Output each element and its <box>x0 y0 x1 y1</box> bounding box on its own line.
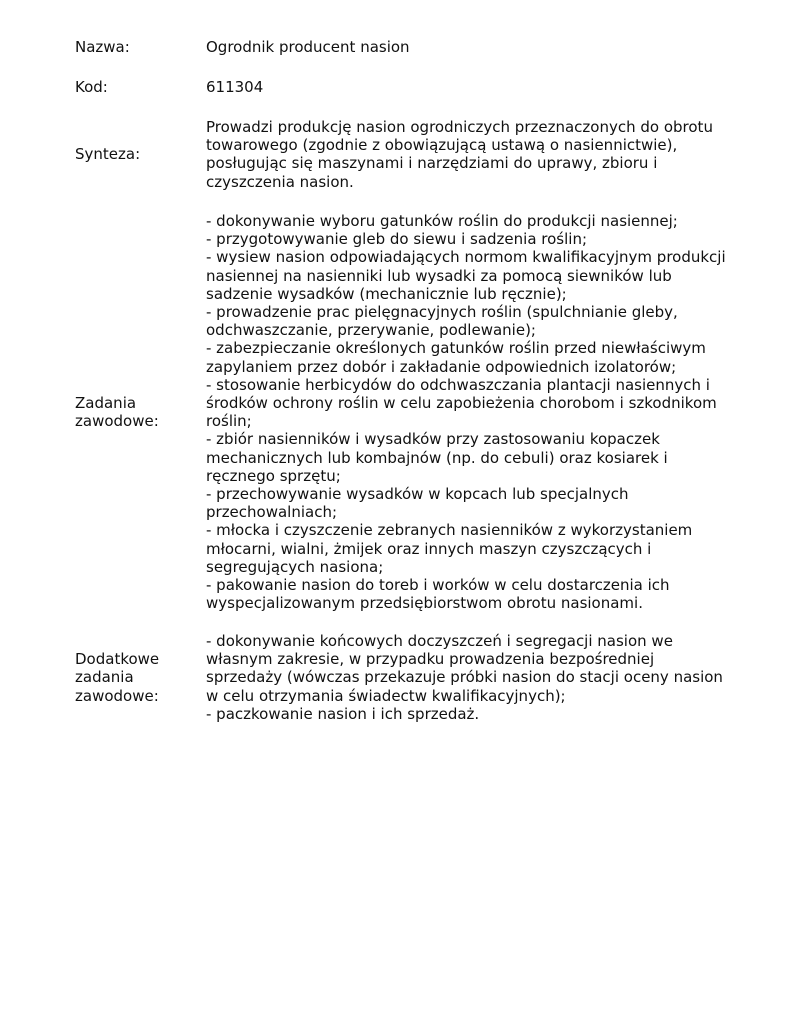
field-row-synthesis <box>75 118 755 191</box>
task-line: zapylaniem przez dobór i zakładanie odpowiednich izolatorów; <box>206 357 677 376</box>
task-line: - przechowywanie wysadków w kopcach lub specjalnych <box>206 485 629 504</box>
field-row-additional-tasks <box>75 632 755 723</box>
field-value-additional-tasks <box>206 632 755 723</box>
field-label-name: Nazwa: <box>75 38 130 56</box>
task-line: - dokonywanie wyboru gatunków roślin do produkcji nasiennej; <box>206 212 678 230</box>
task-line: sadzenie wysadków (mechanicznie lub ręcznie); <box>206 284 567 303</box>
task-line: - zbiór nasienników i wysadków przy zastosowaniu kopaczek <box>206 430 660 449</box>
field-value-name: Ogrodnik producent nasion <box>206 38 410 56</box>
task-line: - zabezpieczanie określonych gatunków roślin przed niewłaściwym <box>206 339 706 358</box>
task-line: nasiennej na nasienniki lub wysadki za pomocą siewników lub <box>206 266 672 285</box>
additional-task-line: sprzedaży (wówczas przekazuje próbki nasion do stacji oceny nasion <box>206 668 723 687</box>
task-line: segregujących nasiona; <box>206 557 384 576</box>
field-value-tasks <box>206 212 755 612</box>
task-line: - stosowanie herbicydów do odchwaszczania plantacji nasiennych i <box>206 375 710 394</box>
task-line: - wysiew nasion odpowiadających normom kwalifikacyjnym produkcji <box>206 248 726 267</box>
field-value-synthesis <box>206 118 755 191</box>
synthesis-line: Prowadzi produkcję nasion ogrodniczych przeznaczonych do obrotu <box>206 118 713 136</box>
field-row-code <box>75 78 755 96</box>
task-line: odchwaszczanie, przerywanie, podlewanie); <box>206 321 536 340</box>
field-label-code: Kod: <box>75 78 108 96</box>
task-line: - przygotowywanie gleb do siewu i sadzenia roślin; <box>206 230 588 249</box>
synthesis-line: czyszczenia nasion. <box>206 172 354 191</box>
field-value-code: 611304 <box>206 78 264 96</box>
field-label-synthesis: Synteza: <box>75 145 141 164</box>
task-line: - młocka i czyszczenie zebranych nasienników z wykorzystaniem <box>206 521 693 540</box>
additional-task-line: - dokonywanie końcowych doczyszczeń i segregacji nasion we <box>206 632 673 650</box>
additional-task-line: - paczkowanie nasion i ich sprzedaż. <box>206 704 480 723</box>
field-row-tasks <box>75 212 755 612</box>
task-line: wyspecjalizowanym przedsiębiorstwom obrotu nasionami. <box>206 594 643 613</box>
task-line: mechanicznych lub kombajnów (np. do cebuli) oraz kosiarek i <box>206 448 668 467</box>
field-row-name <box>75 38 755 56</box>
task-line: - prowadzenie prac pielęgnacyjnych roślin (spulchnianie gleby, <box>206 303 678 322</box>
task-line: - pakowanie nasion do toreb i worków w celu dostarczenia ich <box>206 576 670 595</box>
synthesis-line: posługując się maszynami i narzędziami do uprawy, zbioru i <box>206 154 658 173</box>
task-line: przechowalniach; <box>206 503 338 522</box>
task-line: środków ochrony roślin w celu zapobieżenia chorobom i szkodnikom <box>206 394 717 413</box>
field-label-additional-tasks: Dodatkowe zadania zawodowe: <box>75 650 160 705</box>
additional-task-line: własnym zakresie, w przypadku prowadzenia bezpośredniej <box>206 650 655 669</box>
field-label-tasks: Zadania zawodowe: <box>75 394 159 431</box>
synthesis-line: towarowego (zgodnie z obowiązującą ustawą o nasiennictwie), <box>206 136 678 155</box>
task-line: roślin; <box>206 412 252 431</box>
task-line: ręcznego sprzętu; <box>206 466 341 485</box>
task-line: młocarni, wialni, żmijek oraz innych maszyn czyszczących i <box>206 539 652 558</box>
additional-task-line: w celu otrzymania świadectw kwalifikacyjnych); <box>206 686 566 705</box>
